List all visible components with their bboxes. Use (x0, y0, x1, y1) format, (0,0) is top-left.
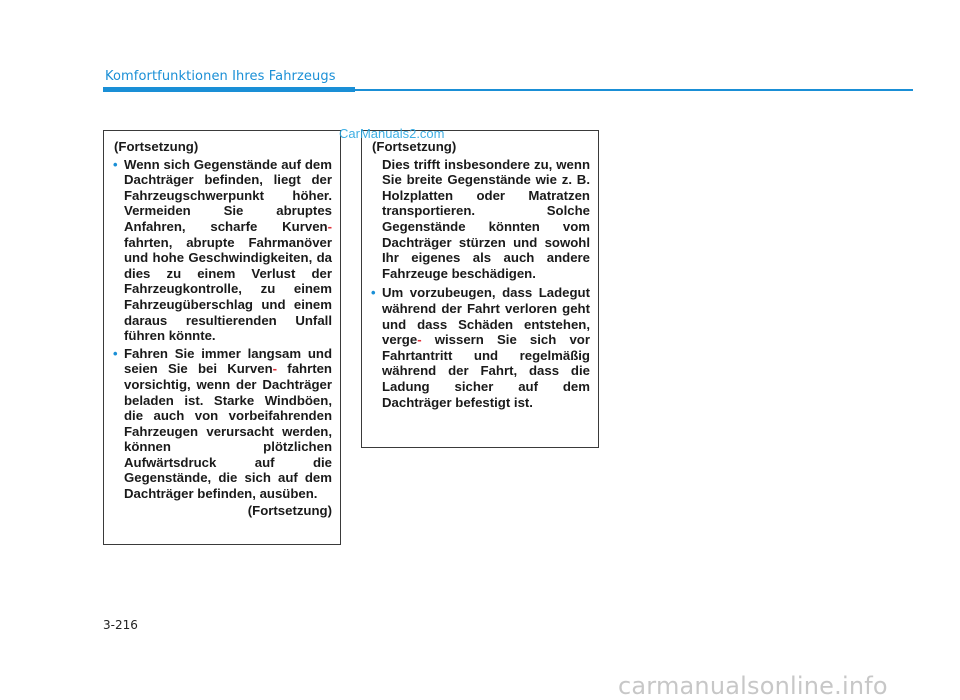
warning-box-right (361, 130, 599, 448)
hyphen-mark: - (272, 361, 278, 377)
hyphen-mark: - (417, 332, 422, 348)
section-rule-thin (355, 89, 913, 91)
section-title: Komfortfunktionen Ihres Fahrzeugs (105, 69, 336, 84)
page-number: 3-216 (103, 618, 138, 632)
continued-paragraph: Dies trifft insbesondere zu, wenn Sie breite Gegenstände wie z. B. Holzplatten oder Matratzen transportieren. Solche Gegenstände könnten vom Dachträger stürzen und sowohl Ihr eigenes als auch andere Fahrzeuge beschädigen. (382, 156, 590, 281)
bullet-item (114, 346, 332, 502)
bullet-dot-icon: • (371, 285, 376, 301)
bullet-text-cont: fahrten, abrupte Fahrmanöver und hohe Geschwindigkeiten, da dies zu einem Verlust der Fahrzeugkontrolle, zu einem Fahrzeugüberschlag und einem daraus resultierenden Unfall führen könnte. (124, 234, 332, 344)
bullet-text: Fahren Sie immer langsam und seien Sie bei Kurven (124, 345, 332, 377)
bullet-dot-icon: • (113, 345, 118, 361)
continuation-tail: (Fortsetzung) (247, 502, 332, 518)
watermark-top: CarManuals2.com (339, 126, 445, 141)
section-rule-thick (103, 87, 355, 92)
continuation-heading: (Fortsetzung) (372, 139, 457, 154)
bullet-item (114, 157, 332, 344)
hyphen-mark: - (327, 218, 332, 234)
bullet-text-cont: fahrten vorsichtig, wenn der Dachträger beladen ist. Starke Windböen, die auch von vorbeifahrenden Fahrzeugen verursacht werden, können plötzlichen Aufwärtsdruck auf die Gegenstände, die sich auf dem Dachträger befinden, ausüben. (124, 361, 332, 502)
bullet-text: Um vorzubeugen, dass Ladegut während der Fahrt verloren geht und dass Schäden entstehen, verge (382, 285, 590, 348)
bullet-text: Wenn sich Gegenstände auf dem Dachträger befinden, liegt der Fahrzeugschwerpunkt höher. Vermeiden Sie abruptes Anfahren, scharfe Kurven (124, 156, 332, 234)
footer-watermark: carmanualsonline.info (618, 672, 888, 700)
warning-box-left (103, 130, 341, 545)
bullet-item (372, 285, 590, 410)
bullet-dot-icon: • (113, 156, 118, 172)
continuation-heading: (Fortsetzung) (114, 139, 199, 154)
bullet-text-cont: wissern Sie sich vor Fahrtantritt und regelmäßig während der Fahrt, dass die Ladung sicher auf dem Dachträger befestigt ist. (382, 332, 590, 410)
